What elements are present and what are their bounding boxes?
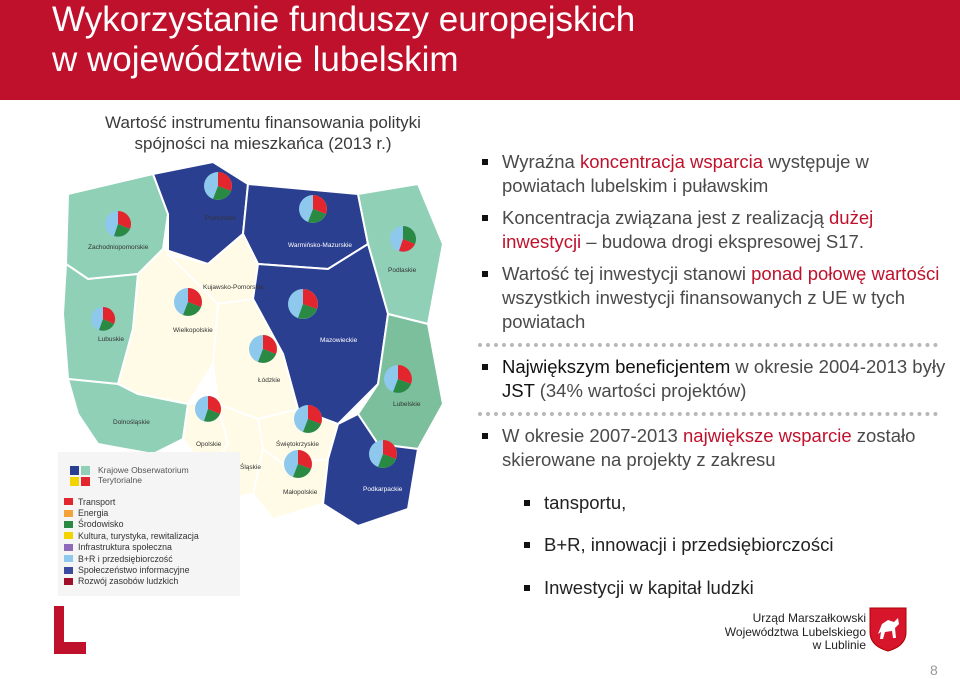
legend-org-line2: Terytorialne — [98, 475, 142, 485]
map-caption — [58, 112, 468, 154]
legend-item — [64, 576, 199, 587]
bullet-highlight: dużej inwestycji — [502, 207, 874, 252]
legend-item-label: Energia — [78, 508, 109, 519]
region-label: Warmińsko-Mazurskie — [288, 242, 353, 249]
legend-item — [64, 496, 199, 507]
bullet-text-part: zostało skierowane na projekty z zakresu — [502, 425, 916, 470]
region-label: Śląskie — [240, 464, 261, 471]
bullet-text-part: Wartość tej inwestycji stanowi — [502, 263, 752, 284]
sub-bullet-text: B+R, innowacji i przedsiębiorczości — [544, 534, 834, 555]
bullet-emphasis: Największym beneficjentem — [502, 356, 731, 377]
bullet-text-part: W okresie 2007-2013 — [502, 425, 683, 446]
bullet-concentration — [478, 150, 948, 198]
legend-item — [64, 553, 199, 564]
legend-item — [64, 519, 199, 530]
bullet-text-part: w okresie 2004-2013 były — [730, 356, 946, 377]
map-legend — [58, 452, 240, 596]
bullet-text-part: wszystkich inwestycji finansowanych z UE w tych powiatach — [502, 287, 906, 332]
legend-organization — [98, 465, 228, 485]
pie-chart-icon — [204, 172, 232, 200]
bullet-text-part: – budowa drogi ekspresowej S17. — [581, 231, 864, 252]
title-bar — [0, 0, 960, 100]
bullet-investment — [478, 206, 948, 254]
region-label: Lubuskie — [98, 336, 125, 343]
bullet-square-icon — [482, 364, 488, 370]
bullet-emphasis: JST — [502, 380, 535, 401]
slide-title — [52, 0, 635, 80]
region-label: Małopolskie — [283, 489, 318, 496]
legend-item — [64, 507, 199, 518]
bullet-highlight: ponad połowę wartości — [751, 263, 940, 284]
bullet-text-part: Koncentracja związana jest z realizacją — [502, 207, 829, 228]
bullet-text — [502, 355, 948, 403]
legend-item-label: Rozwój zasobów ludzkich — [78, 576, 179, 587]
slide-title-line1: Wykorzystanie funduszy europejskich — [52, 0, 636, 39]
region-label: Podlaskie — [388, 267, 417, 274]
bullet-beneficiary — [478, 355, 948, 403]
pie-chart-icon — [174, 288, 202, 316]
region-label: Dolnośląskie — [113, 419, 150, 426]
bullet-text — [502, 262, 948, 334]
bullet-square-icon — [482, 215, 488, 221]
bullet-list — [478, 150, 948, 618]
bullet-highlight: koncentracja wsparcia — [579, 151, 763, 172]
bullet-square-icon — [524, 585, 530, 591]
bullet-text — [502, 424, 948, 472]
legend-swatch — [64, 521, 73, 528]
bullet-support — [478, 424, 948, 472]
page-number: 8 — [930, 662, 938, 678]
bullet-text-part: występuje w powiatach lubelskim i puławskim — [502, 151, 869, 196]
legend-item-label: Społeczeństwo informacyjne — [78, 565, 190, 576]
region-label: Mazowieckie — [320, 337, 358, 344]
bullet-square-icon — [524, 500, 530, 506]
lubelskie-logo-icon — [52, 606, 86, 654]
coat-of-arms-icon — [868, 606, 908, 652]
legend-list — [64, 496, 199, 587]
bullet-text-part: (34% wartości projektów) — [534, 380, 747, 401]
region-label: Wielkopolskie — [173, 327, 213, 334]
legend-item — [64, 542, 199, 553]
legend-item — [64, 530, 199, 541]
legend-item-label: Infrastruktura społeczna — [78, 542, 172, 553]
legend-item — [64, 564, 199, 575]
legend-swatch — [64, 555, 73, 562]
slide-title-line2: w województwie lubelskim — [52, 40, 459, 79]
map-caption-line1: Wartość instrumentu finansowania polityki — [105, 113, 421, 132]
region-label: Zachodniopomorskie — [88, 244, 149, 251]
region-label: Podkarpackie — [363, 486, 403, 493]
map-caption-line2: spójności na mieszkańca (2013 r.) — [134, 134, 392, 153]
office-line2: Województwa Lubelskiego — [724, 624, 866, 639]
bullet-square-icon — [482, 159, 488, 165]
pie-chart-icon — [369, 440, 397, 468]
kot-logo-icon — [70, 466, 90, 486]
office-line3: w Lublinie — [812, 638, 866, 652]
legend-swatch — [64, 510, 73, 517]
bullet-highlight: największe wsparcie — [683, 425, 852, 446]
bullet-square-icon — [524, 542, 530, 548]
pie-chart-icon — [105, 211, 131, 237]
legend-org-line1: Krajowe Obserwatorium — [98, 465, 189, 475]
office-line1: Urząd Marszałkowski — [752, 611, 866, 625]
sub-bullet-transport — [524, 491, 948, 515]
bullet-square-icon — [482, 271, 488, 277]
region-label: Opolskie — [196, 441, 222, 448]
legend-swatch — [64, 498, 73, 505]
legend-item-label: Środowisko — [78, 519, 124, 530]
sub-bullet-text: tansportu, — [544, 491, 627, 513]
legend-swatch — [64, 567, 73, 574]
pie-chart-icon — [390, 226, 416, 252]
sub-bullet-rnd — [524, 533, 948, 557]
bullet-text-part: Wyraźna — [502, 151, 580, 172]
pie-chart-icon — [91, 307, 115, 331]
legend-swatch — [64, 532, 73, 539]
dotted-separator — [478, 412, 938, 416]
pie-chart-icon — [299, 195, 327, 223]
legend-item-label: Transport — [78, 496, 116, 507]
dotted-separator — [478, 343, 938, 347]
region-label: Łódzkie — [258, 377, 281, 384]
legend-swatch — [64, 578, 73, 585]
pie-chart-icon — [195, 396, 221, 422]
region-label: Lubelskie — [393, 401, 421, 408]
pie-chart-icon — [284, 450, 312, 478]
sub-bullet-text: Inwestycji w kapitał ludzki — [544, 576, 754, 598]
region-label: Świętokrzyskie — [276, 441, 319, 448]
pie-chart-icon — [288, 289, 318, 319]
bullet-text — [502, 206, 948, 254]
bullet-value — [478, 262, 948, 334]
legend-item-label: Kultura, turystyka, rewitalizacja — [78, 530, 199, 541]
legend-swatch — [64, 544, 73, 551]
pie-chart-icon — [249, 335, 277, 363]
pie-chart-icon — [294, 405, 322, 433]
bullet-text — [502, 150, 948, 198]
region-label: Pomorskie — [205, 215, 236, 222]
sub-bullet-human-capital — [524, 576, 948, 600]
pie-chart-icon — [384, 365, 412, 393]
legend-item-label: B+R i przedsiębiorczość — [78, 553, 173, 564]
bullet-square-icon — [482, 433, 488, 439]
office-name — [720, 612, 866, 653]
region-label: Kujawsko-Pomorskie — [203, 284, 264, 291]
